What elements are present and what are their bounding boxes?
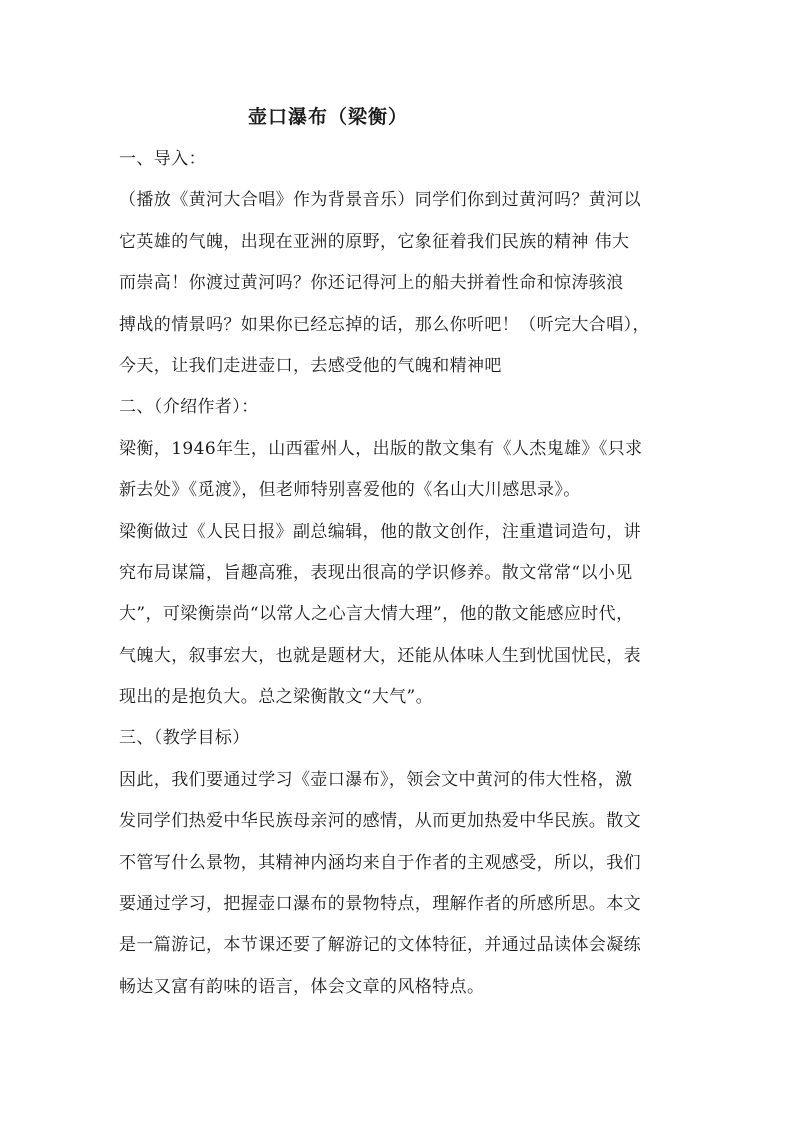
text-line: 梁衡做过《人民日报》副总编辑，他的散文创作，注重遣词造句，讲 — [119, 521, 641, 542]
text-line: 它英雄的气魄，出现在亚洲的原野，它象征着我们民族的精神 伟大 — [119, 231, 630, 252]
text-line: 因此，我们要通过学习《壶口瀑布》，领会文中黄河的伟大性格，激 — [119, 769, 633, 790]
text-line: 畅达又富有韵味的语言，体会文章的风格特点。 — [119, 976, 485, 997]
text-line: 气魄大，叙事宏大，也就是题材大，还能从体味人生到忧国忧民，表 — [119, 645, 641, 666]
text-line: 要通过学习，把握壶口瀑布的景物特点，理解作者的所感所思。本文 — [119, 894, 641, 915]
text-line: 是一篇游记，本节课还要了解游记的文体特征，并通过品读体会凝练 — [119, 935, 641, 956]
document-title: 壶口瀑布（梁衡） — [248, 106, 409, 128]
document-body — [119, 146, 687, 1015]
text-line: 搏战的情景吗？如果你已经忘掉的话，那么你听吧！（听完大合唱）， — [119, 314, 650, 335]
text-line: 新去处》《觅渡》，但老师特别喜爱他的《名山大川感思录》。 — [119, 480, 581, 501]
section-heading-goals: 三、（教学目标） — [119, 728, 250, 749]
text-line: 梁衡，1946年生，山西霍州人，出版的散文集有《人杰鬼雄》《只求 — [119, 438, 643, 459]
text-line: 不管写什么景物，其精神内涵均来自于作者的主观感受，所以，我们 — [119, 852, 641, 873]
text-line: 大”，可梁衡崇尚“以常人之心言大情大理”，他的散文能感应时代， — [119, 604, 634, 625]
text-line: 究布局谋篇，旨趣高雅，表现出很高的学识修养。散文常常“以小见 — [119, 562, 633, 583]
text-line: 而崇高！你渡过黄河吗？你还记得河上的船夫拼着性命和惊涛骇浪 — [119, 273, 624, 294]
text-line: 现出的是抱负大。总之梁衡散文“大气”。 — [119, 687, 433, 708]
section-heading-intro: 一、导入： — [119, 149, 206, 169]
text-line: 发同学们热爱中华民族母亲河的感情，从而更加热爱中华民族。散文 — [119, 811, 641, 832]
text-line: （播放《黄河大合唱》作为背景音乐）同学们你到过黄河吗？黄河以 — [119, 190, 641, 211]
text-line: 今天，让我们走进壶口，去感受他的气魄和精神吧 — [119, 355, 502, 376]
section-heading-author: 二、（介绍作者）： — [119, 397, 259, 418]
